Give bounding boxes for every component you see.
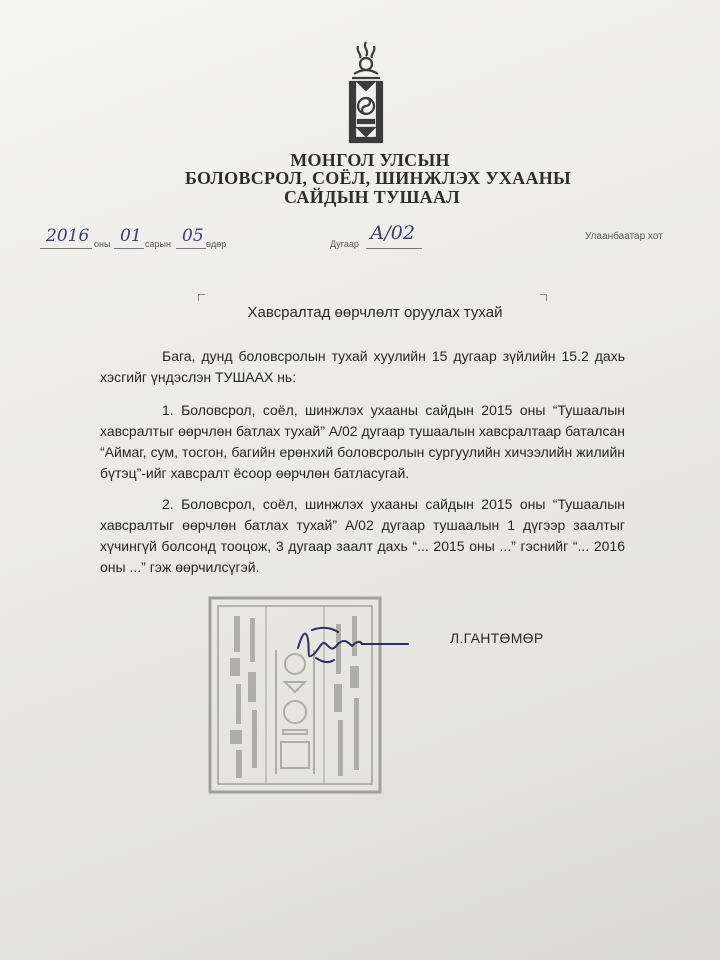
date-day-label: өдөр xyxy=(206,239,227,249)
header-line-country: МОНГОЛ УЛСЫН xyxy=(290,150,450,170)
date-year: 2016 xyxy=(46,226,90,246)
order-item-2: 2. Боловсрол, соёл, шинжлэх ухааны сайдын 2015 оны “Тушаалын хавсралтыг өөрчлөн батлах тухай” А/02 дугаар тушаалын 1 дүгээр заалтыг хүчингүй болсонд тооцож, 3 дугаар заалт дахь “... 2015 оны ...” гэснийг “... 2016 оны ...” гэж өөрчилсүгэй. xyxy=(100,496,625,575)
signer-name: Л.ГАНТӨМӨР xyxy=(450,630,544,646)
date-year-label: оны xyxy=(94,239,111,249)
order-number-label: Дугаар xyxy=(330,239,359,249)
date-month-label: сарын xyxy=(145,239,171,249)
header-line-order: САЙДЫН ТУШААЛ xyxy=(284,187,460,207)
date-month: 01 xyxy=(120,226,142,246)
order-item-1: 1. Боловсрол, соёл, шинжлэх ухааны сайдын 2015 оны “Тушаалын хавсралтыг өөрчлөн батлах тухай” А/02 дугаар тушаалын хавсралтаар баталсан “Аймаг, сум, тосгон, багийн ерөнхий боловсролын сургуулийн хичээлийн жилийн бүтэц”-ийг хавсралт ёсоор өөрчлөн батласугай. xyxy=(100,402,625,481)
corner-mark-right xyxy=(540,294,547,301)
intro-paragraph: Бага, дунд боловсролын тухай хуулийн 15 дугаар зүйлийн 15.2 дахь хэсгийг үндэслэн ТУШААХ нь: xyxy=(100,348,625,385)
date-month-line xyxy=(114,248,144,249)
order-number-line xyxy=(366,248,422,249)
city-label: Улаанбаатар хот xyxy=(585,231,663,242)
order-number: А/02 xyxy=(370,222,415,244)
date-year-line xyxy=(40,248,92,249)
document-title: Хавсралтад өөрчлөлт оруулах тухай xyxy=(247,304,503,321)
date-day-line xyxy=(176,248,206,249)
header-line-ministry: БОЛОВСРОЛ, СОЁЛ, ШИНЖЛЭХ УХААНЫ xyxy=(184,168,572,188)
soyombo-emblem-icon xyxy=(340,38,392,148)
date-day: 05 xyxy=(182,226,204,246)
corner-mark-left xyxy=(198,294,205,301)
handwritten-signature xyxy=(292,614,412,670)
